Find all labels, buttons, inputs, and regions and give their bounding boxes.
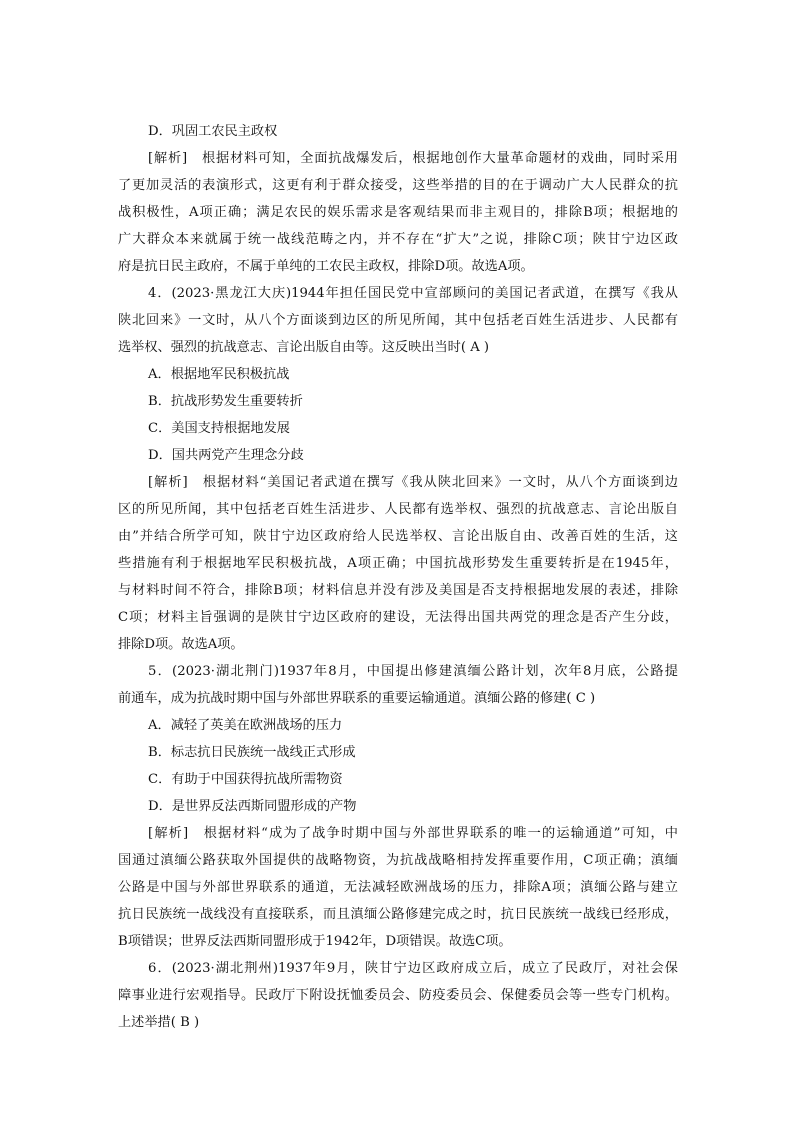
text-line: 前通车，成为抗战时期中国与外部世界联系的重要运输通道。滇缅公路的修建( C ) (118, 691, 596, 706)
text-line: D．巩固工农民主政权 (148, 124, 278, 139)
text-line: B．标志抗日民族统一战线正式形成 (148, 745, 356, 760)
text-line: [解析] 根据材料“美国记者武道在撰写《我从陕北回来》一文时，从八个方面谈到边 (148, 475, 678, 490)
text-line: 4．(2023·黑龙江大庆)1944年担任国民党中宣部顾问的美国记者武道，在撰写《我从 (148, 286, 678, 301)
text-line: 抗日民族统一战线没有直接联系，而且滇缅公路修建完成之时，抗日民族统一战线已经形成， (118, 907, 678, 922)
text-line: 由”并结合所学可知，陕甘宁边区政府给人民选举权、言论出版自由、改善百姓的生活，这 (118, 529, 678, 544)
text-line: 府是抗日民主政府，不属于单纯的工农民主政权，排除D项。故选A项。 (118, 259, 534, 274)
text-line: 上述举措( B ) (118, 1015, 200, 1030)
text-line: 选举权、强烈的抗战意志、言论出版自由等。这反映出当时( A ) (118, 340, 490, 355)
text-line: A．根据地军民积极抗战 (148, 367, 290, 382)
text-line: 区的所见所闻，其中包括老百姓生活进步、人民都有选举权、强烈的抗战意志、言论出版自 (118, 502, 678, 517)
text-line: D．是世界反法西斯同盟形成的产物 (148, 799, 357, 814)
text-line: 排除D项。故选A项。 (118, 637, 244, 652)
text-line: 战积极性，A项正确；满足农民的娱乐需求是客观结果而非主观目的，排除B项；根据地的 (118, 205, 678, 220)
text-line: B项错误；世界反法西斯同盟形成于1942年，D项错误。故选C项。 (118, 934, 512, 949)
text-line: 广大群众本来就属于统一战线范畴之内，并不存在“扩大”之说，排除C项；陕甘宁边区政 (118, 232, 678, 247)
text-line: 与材料时间不符合，排除B项；材料信息并没有涉及美国是否支持根据地发展的表述，排除 (118, 583, 678, 598)
text-line: D．国共两党产生理念分歧 (148, 448, 304, 463)
text-line: 国通过滇缅公路获取外国提供的战略物资，为抗战战略相持发挥重要作用，C项正确；滇缅 (118, 853, 678, 868)
text-line: 5．(2023·湖北荆门)1937年8月，中国提出修建滇缅公路计划，次年8月底，公路提 (148, 664, 678, 679)
text-line: 障事业进行宏观指导。民政厅下附设抚恤委员会、防疫委员会、保健委员会等一些专门机构。 (118, 988, 678, 1003)
text-line: C项；材料主旨强调的是陕甘宁边区政府的建设，无法得出国共两党的理念是否产生分歧， (118, 610, 678, 625)
text-line: C．有助于中国获得抗战所需物资 (148, 772, 343, 787)
text-line: 些措施有利于根据地军民积极抗战，A项正确；中国抗战形势发生重要转折是在1945年， (118, 556, 678, 571)
text-line: [解析] 根据材料“成为了战争时期中国与外部世界联系的唯一的运输通道”可知，中 (148, 826, 678, 841)
text-line: C．美国支持根据地发展 (148, 421, 290, 436)
text-line: 公路是中国与外部世界联系的通道，无法减轻欧洲战场的压力，排除A项；滇缅公路与建立 (118, 880, 678, 895)
text-line: A．减轻了英美在欧洲战场的压力 (148, 718, 343, 733)
text-line: 陕北回来》一文时，从八个方面谈到边区的所见所闻，其中包括老百姓生活进步、人民都有 (118, 313, 678, 328)
text-line: [解析] 根据材料可知，全面抗战爆发后，根据地创作大量革命题材的戏曲，同时采用 (148, 151, 678, 166)
document-page (118, 118, 678, 1036)
text-line: 了更加灵活的表演形式，这更有利于群众接受，这些举措的目的在于调动广大人民群众的抗 (118, 178, 678, 193)
text-line: 6．(2023·湖北荆州)1937年9月，陕甘宁边区政府成立后，成立了民政厅，对社会保 (148, 961, 678, 976)
text-line: B．抗战形势发生重要转折 (148, 394, 303, 409)
